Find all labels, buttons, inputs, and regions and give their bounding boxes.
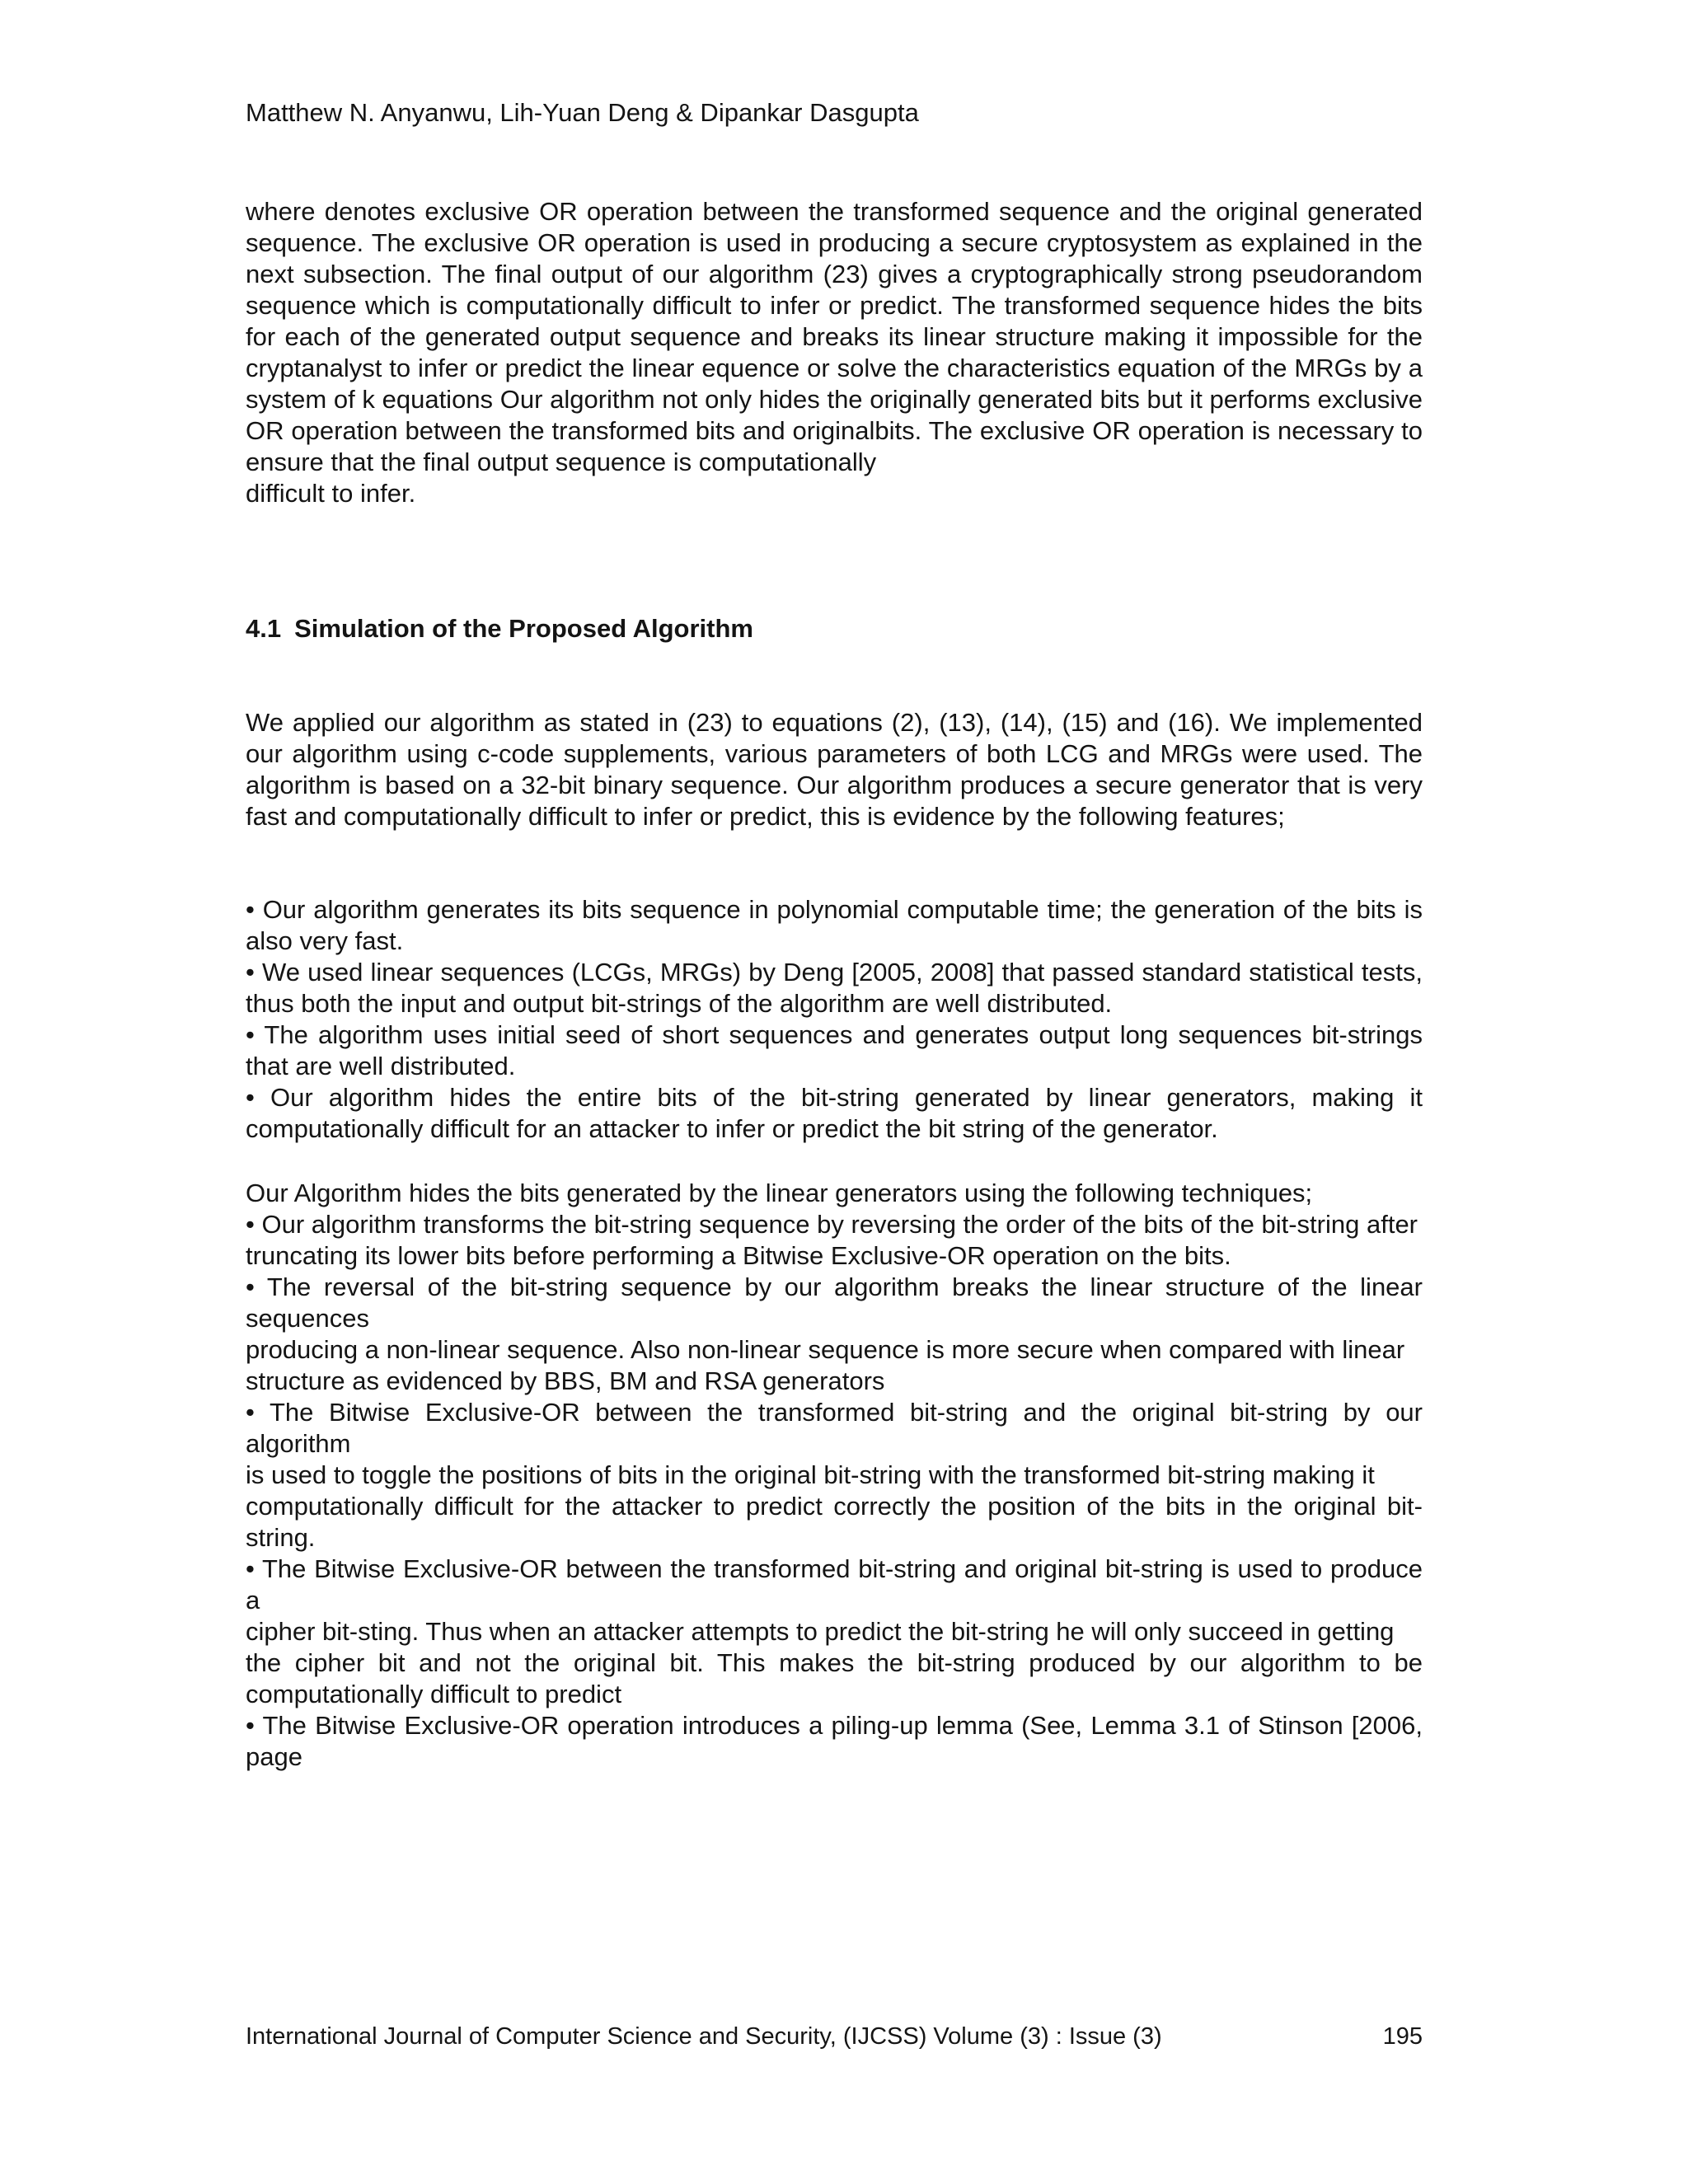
page-number: 195 — [1382, 2023, 1423, 2050]
technique-item-continuation: structure as evidenced by BBS, BM and RSA generators — [246, 1366, 885, 1395]
technique-item-first: • Our algorithm transforms the bit-string sequence by reversing the order of the bits of the bit-string after — [246, 1210, 1418, 1239]
technique-item-continuation: cipher bit-sting. Thus when an attacker attempts to predict the bit-string he will only succeed in getting — [246, 1617, 1395, 1646]
paragraph-simulation-body: We applied our algorithm as stated in (23) to equations (2), (13), (14), (15) and (16). We implemented our algorithm using c-code supplements, various parameters of both LCG and MRGs were used. The algorithm is based on a 32-bit binary sequence. Our algorithm produces a secure generator that is very fast and computationally difficult to infer or predict, this is evidence by the following features; — [246, 708, 1423, 831]
paragraph-simulation — [246, 707, 1423, 832]
feature-item: • We used linear sequences (LCGs, MRGs) by Deng [2005, 2008] that passed standard statistical tests, thus both the input and output bit-strings of the algorithm are well distributed. — [246, 958, 1423, 1018]
technique-item-first: • The Bitwise Exclusive-OR between the transformed bit-string and the original bit-string by our algorithm — [246, 1398, 1423, 1458]
feature-item: • Our algorithm generates its bits sequence in polynomial computable time; the generation of the bits is also very fast. — [246, 895, 1423, 955]
feature-list — [246, 894, 1423, 1145]
paragraph-xor-last-line: difficult to infer. — [246, 479, 416, 508]
technique-item-continuation: the cipher bit and not the original bit. This makes the bit-string produced by our algorithm to be computationally difficult to predict — [246, 1648, 1423, 1708]
technique-item-continuation: computationally difficult for the attacker to predict correctly the position of the bits in the original bit-string. — [246, 1492, 1423, 1552]
paper-page — [246, 0, 1423, 2184]
technique-item-first: • The Bitwise Exclusive-OR between the transformed bit-string and original bit-string is used to produce a — [246, 1554, 1423, 1615]
section-heading — [246, 613, 753, 644]
footer-journal-citation: International Journal of Computer Science and Security, (IJCSS) Volume (3) : Issue (3) — [246, 2023, 1162, 2050]
technique-item-first: • The Bitwise Exclusive-OR operation introduces a piling-up lemma (See, Lemma 3.1 of Stinson [2006, page — [246, 1711, 1423, 1771]
technique-item-continuation: producing a non-linear sequence. Also non-linear sequence is more secure when compared with linear — [246, 1335, 1405, 1364]
paragraph-xor-explanation — [246, 196, 1423, 509]
running-header-authors: Matthew N. Anyanwu, Lih-Yuan Deng & Dipankar Dasgupta — [246, 98, 919, 127]
technique-item-continuation: is used to toggle the positions of bits in the original bit-string with the transformed bit-string making it — [246, 1460, 1375, 1489]
technique-list — [246, 1178, 1423, 1773]
paragraph-xor-body: where denotes exclusive OR operation between the transformed sequence and the original generated sequence. The exclusive OR operation is used in producing a secure cryptosystem as explained in the next subsection. The final output of our algorithm (23) gives a cryptographically strong pseudorandom sequence which is computationally difficult to infer or predict. The transformed sequence hides the bits for each of the generated output sequence and breaks its linear structure making it impossible for the cryptanalyst to infer or predict the linear equence or solve the characteristics equation of the MRGs by a system of k equations Our algorithm not only hides the originally generated bits but it performs exclusive OR operation between the transformed bits and originalbits. The exclusive OR operation is necessary to ensure that the final output sequence is computationally — [246, 197, 1423, 476]
feature-item: • Our algorithm hides the entire bits of the bit-string generated by linear generators, making it computationally difficult for an attacker to infer or predict the bit string of the generator. — [246, 1083, 1423, 1143]
section-number: 4.1 — [246, 614, 282, 643]
feature-item: • The algorithm uses initial seed of short sequences and generates output long sequences bit-strings that are well distributed. — [246, 1020, 1423, 1080]
technique-item-first: • The reversal of the bit-string sequence by our algorithm breaks the linear structure of the linear sequences — [246, 1272, 1423, 1333]
technique-intro: Our Algorithm hides the bits generated by the linear generators using the following techniques; — [246, 1179, 1313, 1207]
technique-item-continuation: truncating its lower bits before performing a Bitwise Exclusive-OR operation on the bits. — [246, 1241, 1231, 1270]
section-title: Simulation of the Proposed Algorithm — [294, 614, 753, 643]
